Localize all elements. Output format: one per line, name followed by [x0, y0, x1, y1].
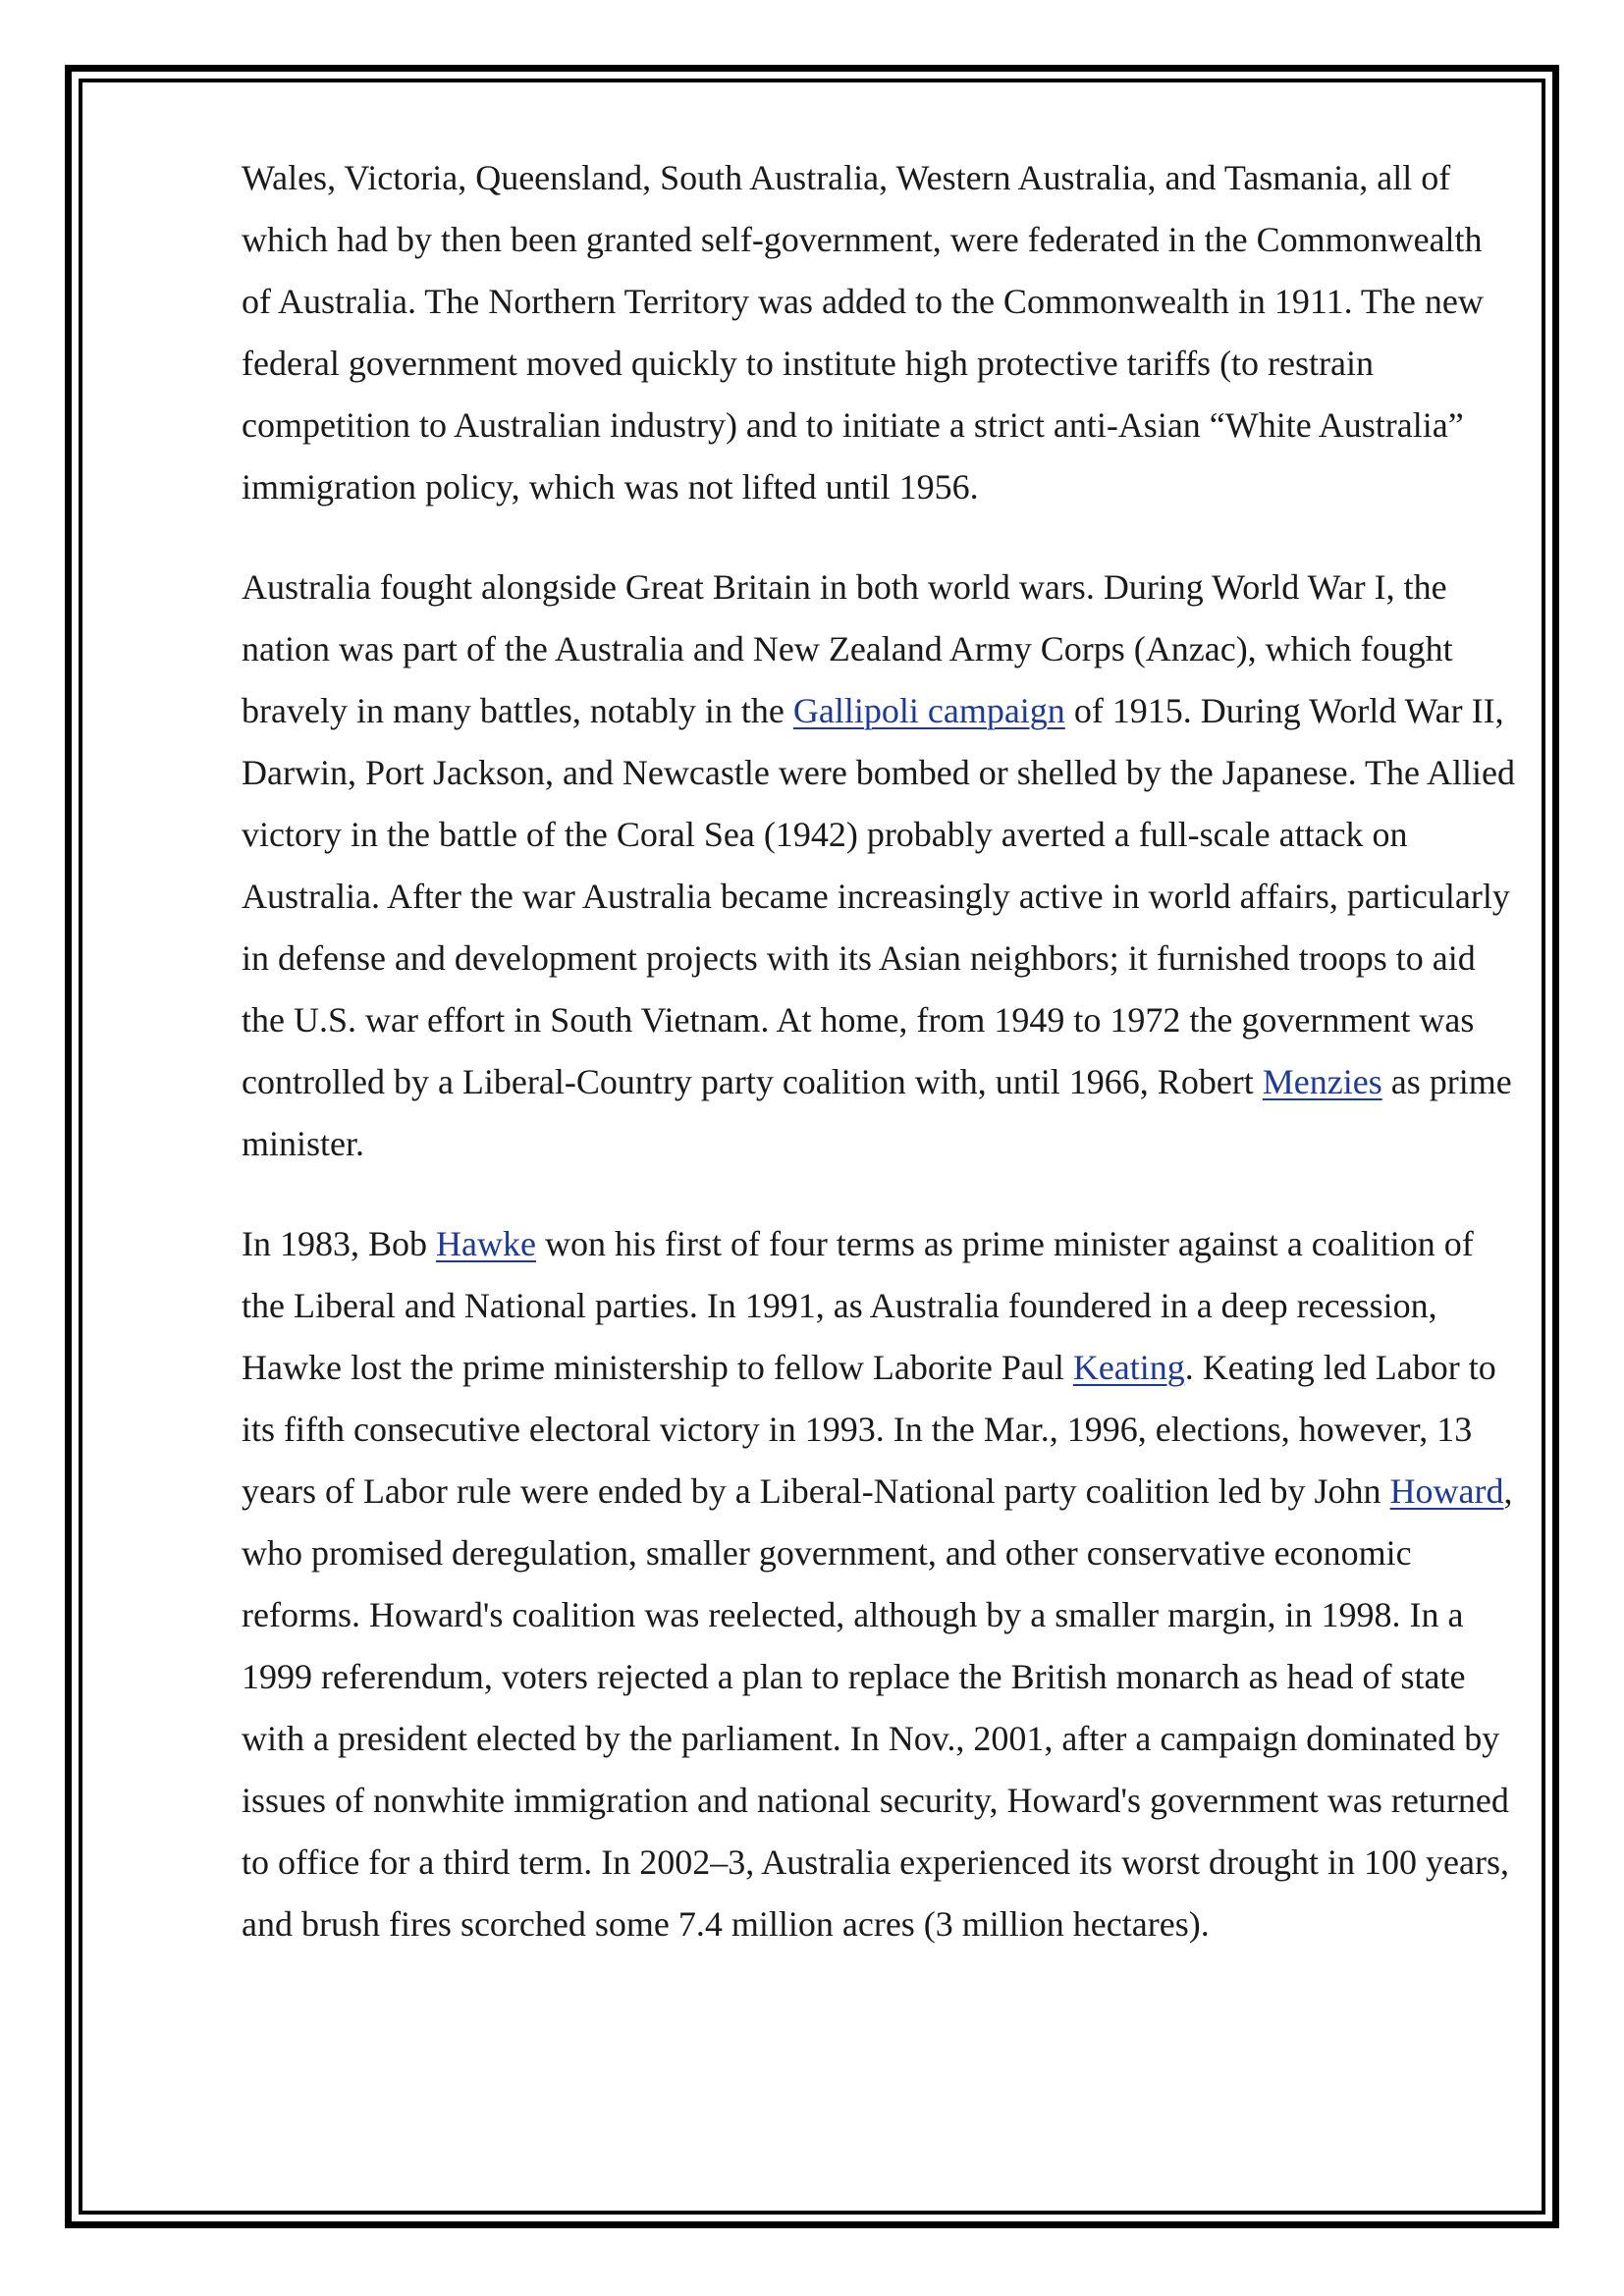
link-howard[interactable]: Howard — [1389, 1471, 1504, 1511]
paragraph-text: , who promised deregulation, smaller government, and other conservative economic reforms. Howard's coalition was reelected, although by a smaller margin, in 1998. In a 1999 referendum, voters rejected a plan to replace the British monarch as head of state with a president elected by the parliament. In Nov., 2001, after a campaign dominated by issues of nonwhite immigration and national security, Howard's government was returned to office for a third term. In 2002–3, Australia experienced its worst drought in 100 years, and brush fires scorched some 7.4 million acres (3 million hectares). — [242, 1471, 1513, 1944]
document-body — [242, 147, 1518, 1994]
paragraph-world-wars — [242, 557, 1518, 1175]
link-menzies[interactable]: Menzies — [1262, 1062, 1382, 1101]
paragraph-text: Australia fought alongside Great Britain in both world wars. During World War I, the nation was part of the Australia and New Zealand Army Corps (Anzac), which fought bravely in many battles, notably in the — [242, 567, 1453, 730]
link-gallipoli-campaign[interactable]: Gallipoli campaign — [792, 691, 1065, 730]
link-hawke[interactable]: Hawke — [436, 1224, 536, 1263]
paragraph-text: won his first of four terms as prime minister against a coalition of the Liberal and National parties. In 1991, as Australia foundered in a deep recession, Hawke lost the prime ministership to fellow Laborite Paul — [242, 1224, 1474, 1387]
paragraph-text: Wales, Victoria, Queensland, South Australia, Western Australia, and Tasmania, all of which had by then been granted self-government, were federated in the Commonwealth of Australia. The Northern Territory was added to the Commonwealth in 1911. The new federal government moved quickly to institute high protective tariffs (to restrain competition to Australian industry) and to initiate a strict anti-Asian “White Australia” immigration policy, which was not lifted until 1956. — [242, 158, 1484, 507]
paragraph-modern-politics — [242, 1213, 1518, 1955]
paragraph-text: as prime minister. — [242, 1062, 1512, 1163]
paragraph-text: . Keating led Labor to its fifth consecutive electoral victory in 1993. In the Mar., 1996, elections, however, 13 years of Labor rule were ended by a Liberal-National party coalition led by John — [242, 1348, 1496, 1511]
link-keating[interactable]: Keating — [1072, 1348, 1185, 1387]
paragraph-federation — [242, 147, 1518, 518]
paragraph-text: In 1983, Bob — [242, 1224, 436, 1263]
paragraph-text: of 1915. During World War II, Darwin, Port Jackson, and Newcastle were bombed or shelled by the Japanese. The Allied victory in the battle of the Coral Sea (1942) probably averted a full-scale attack on Australia. After the war Australia became increasingly active in world affairs, particularly in defense and development projects with its Asian neighbors; it furnished troops to aid the U.S. war effort in South Vietnam. At home, from 1949 to 1972 the government was controlled by a Liberal-Country party coalition with, until 1966, Robert — [242, 691, 1515, 1101]
